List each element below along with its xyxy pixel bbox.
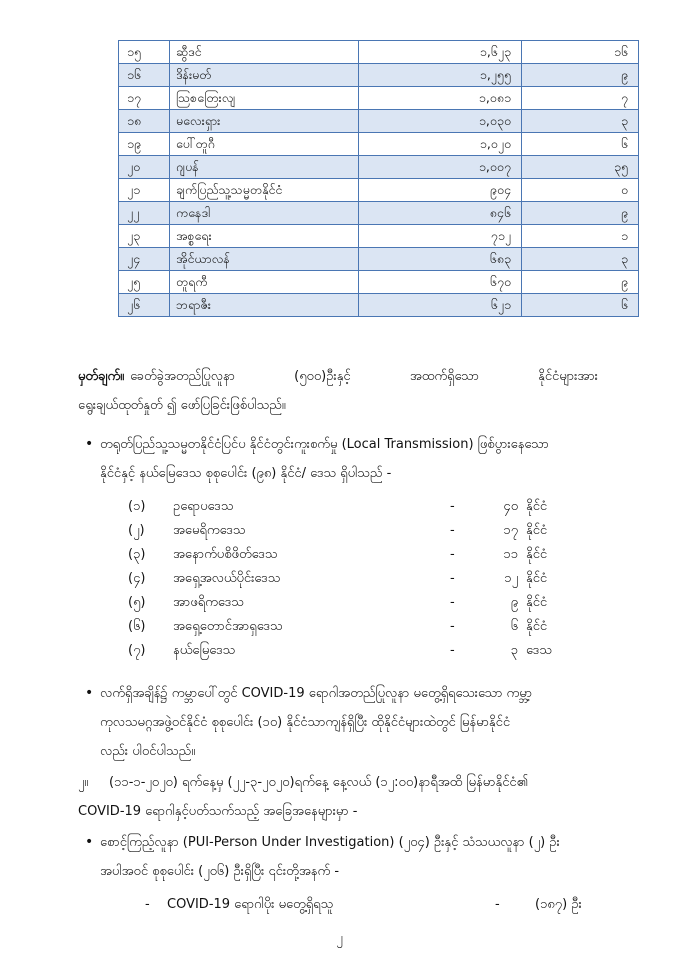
table-row [119, 64, 639, 87]
bullet-line: နိုင်ငံနှင့် နယ်မြေဒေသ စုစုပေါင်း (၉၈) နိုင်ငံ/ ဒေသ ရှိပါသည် - [100, 466, 392, 481]
row-number: ၁၇ [119, 87, 170, 110]
total-cases: ၆၂၁ [359, 294, 522, 317]
region-name: အနောက်ပစိဖိတ်ဒေသ [173, 547, 278, 562]
region-number: (၄) [128, 571, 146, 586]
bullet-unaffected-countries [85, 679, 600, 766]
note-line-1 [78, 362, 598, 391]
total-cases: ၆၇၀ [359, 271, 522, 294]
note-word: ခေတ်ခွဲအတည်ပြုလူနာ [130, 369, 235, 384]
dash: - [450, 571, 455, 586]
country-name: ဘရာဇီး [170, 294, 359, 317]
dash: - [450, 547, 455, 562]
section-text: (၁၁-၁-၂၀၂၀) ရက်နေ့မှ (၂၂-၃-၂၀၂၀)ရက်နေ့ နေ့လယ် (၁၂:၀၀)နာရီအထိ မြန်မာနိုင်ငံ၏ [109, 775, 529, 790]
region-unit: နိုင်ငံ [526, 547, 548, 562]
dash: - [495, 897, 500, 912]
region-count: ၉ [510, 595, 518, 610]
sub-item-text: COVID-19 ရောဂါပိုး မတွေ့ရှိရသူ [167, 897, 334, 912]
region-item [128, 543, 548, 567]
deaths: ၉ [522, 64, 639, 87]
region-number: (၁) [128, 499, 146, 514]
page-number: ၂ [336, 931, 343, 946]
country-name: အိုင်ယာလန် [170, 248, 359, 271]
row-number: ၁၆ [119, 64, 170, 87]
region-number: (၃) [128, 547, 146, 562]
region-unit: နိုင်ငံ [526, 619, 548, 634]
region-name: အာဖရိကဒေသ [173, 595, 244, 610]
region-item [128, 519, 548, 543]
section-2 [78, 768, 600, 826]
region-number: (၂) [128, 523, 145, 538]
sub-item-negative [145, 893, 595, 917]
deaths: ၁ [522, 225, 639, 248]
bullet-line: စောင့်ကြည့်လူနာ (PUI-Person Under Investigation) (၂၀၄) ဦးနှင့် သံသယလူနာ (၂) ဦး [100, 835, 560, 850]
country-name: ပေါ်တူဂီ [170, 133, 359, 156]
total-cases: ၁,၀၈၁ [359, 87, 522, 110]
note-paragraph [78, 362, 598, 420]
note-line-2: ရွေးချယ်ထုတ်နှုတ် ၍ ဖော်ပြခြင်းဖြစ်ပါသည်။ [78, 398, 286, 413]
region-count: ၆ [510, 619, 518, 634]
row-number: ၁၈ [119, 110, 170, 133]
country-name: မလေးရှား [170, 110, 359, 133]
deaths: ၆ [522, 133, 639, 156]
deaths: ၆ [522, 294, 639, 317]
region-item [128, 495, 548, 519]
country-name: ချက်ပြည်သူ့သမ္မတနိုင်ငံ [170, 179, 359, 202]
total-cases: ၁,၀၃၀ [359, 110, 522, 133]
region-count: ၄၀ [503, 499, 518, 514]
table-row [119, 110, 639, 133]
bullet-line: အပါအဝင် စုစုပေါင်း (၂၀၆) ဦးရှိပြီး ၎င်းတို့အနက် - [100, 864, 340, 879]
row-number: ၂၀ [119, 156, 170, 179]
bullet-line: လက်ရှိအချိန်၌ ကမ္ဘာပေါ်တွင် COVID-19 ရောဂါအတည်ပြုလူနာ မတွေ့ရှိရသေးသော ကမ္ဘာ့ [100, 686, 533, 701]
region-unit: နိုင်ငံ [526, 499, 548, 514]
row-number: ၂၆ [119, 294, 170, 317]
deaths: ၁၆ [522, 41, 639, 64]
region-number: (၆) [128, 619, 146, 634]
deaths: ၉ [522, 202, 639, 225]
section-2-line-1 [78, 768, 600, 797]
region-item [128, 615, 548, 639]
region-name: နယ်မြေဒေသ [173, 643, 236, 658]
country-name: ကနေဒါ [170, 202, 359, 225]
total-cases: ၁,၂၅၅ [359, 64, 522, 87]
country-name: တူရကီ [170, 271, 359, 294]
row-number: ၂၂ [119, 202, 170, 225]
note-word: နိုင်ငံများအား [538, 369, 598, 384]
deaths: ၃ [522, 248, 639, 271]
region-item [128, 567, 548, 591]
bullet-line: တရုတ်ပြည်သူ့သမ္မတနိုင်ငံပြင်ပ နိုင်ငံတွင်းကူးစက်မှု (Local Transmission) ဖြစ်ပွားနေသော [100, 437, 549, 452]
deaths: ၃၅ [522, 156, 639, 179]
note-word: (၅၀၀)ဦးနှင့် [294, 369, 351, 384]
bullet-icon: • [85, 834, 94, 850]
table-row [119, 87, 639, 110]
bullet-line: ကုလသမဂ္ဂအဖွဲ့ဝင်နိုင်ငံ စုစုပေါင်း (၁၀) နိုင်ငံသာကျန်ရှိပြီး ထိုနိုင်ငံများထဲတွင် မြန်မာနိုင်ငံ [100, 715, 511, 730]
country-name: ဩစတြေးလျ [170, 87, 359, 110]
table-row [119, 41, 639, 64]
region-item [128, 591, 548, 615]
row-number: ၁၉ [119, 133, 170, 156]
dash: - [450, 619, 455, 634]
dash: - [145, 897, 150, 912]
deaths: ၀ [522, 179, 639, 202]
row-number: ၁၅ [119, 41, 170, 64]
dash: - [450, 523, 455, 538]
dash: - [450, 595, 455, 610]
total-cases: ၈၄၆ [359, 202, 522, 225]
bullet-icon: • [85, 436, 94, 452]
total-cases: ၁,၆၂၃ [359, 41, 522, 64]
region-number: (၅) [128, 595, 146, 610]
deaths: ၇ [522, 87, 639, 110]
deaths: ၉ [522, 271, 639, 294]
region-count: ၃ [510, 643, 518, 658]
table-row [119, 248, 639, 271]
row-number: ၂၄ [119, 248, 170, 271]
region-unit: နိုင်ငံ [526, 523, 548, 538]
region-name: အရှေ့အလယ်ပိုင်းဒေသ [173, 571, 281, 586]
region-name: အရှေ့တောင်အာရှဒေသ [173, 619, 283, 634]
region-count: ၁၁ [503, 547, 518, 562]
row-number: ၂၃ [119, 225, 170, 248]
row-number: ၂၁ [119, 179, 170, 202]
region-count: ၁၂ [504, 571, 518, 586]
bullet-icon: • [85, 685, 94, 701]
region-unit: နိုင်ငံ [526, 595, 548, 610]
dash: - [450, 499, 455, 514]
country-name: ဆွီဒင် [170, 41, 359, 64]
table-row [119, 271, 639, 294]
country-name: ဂျပန် [170, 156, 359, 179]
deaths: ၃ [522, 110, 639, 133]
country-cases-table [118, 40, 639, 317]
region-unit: ဒေသ [526, 643, 552, 658]
table-row [119, 202, 639, 225]
section-2-line-2: COVID-19 ရောဂါနှင့်ပတ်သက်သည့် အခြေအနေများမှာ - [78, 804, 358, 819]
region-list [128, 495, 552, 663]
bullet-local-transmission [85, 430, 600, 488]
total-cases: ၁,၀၂၀ [359, 133, 522, 156]
region-unit: နိုင်ငံ [526, 571, 548, 586]
table-row [119, 294, 639, 317]
dash: - [450, 643, 455, 658]
total-cases: ၉၀၄ [359, 179, 522, 202]
region-name: ဥရောပဒေသ [173, 499, 234, 514]
region-item [128, 639, 552, 663]
country-name: ဒိန်းမတ် [170, 64, 359, 87]
table-row [119, 156, 639, 179]
region-count: ၁၇ [503, 523, 518, 538]
region-name: အမေရိကဒေသ [173, 523, 246, 538]
region-number: (၇) [128, 643, 146, 658]
bullet-pui [85, 828, 600, 886]
total-cases: ၁,၀၀၇ [359, 156, 522, 179]
table-body [119, 41, 639, 317]
table-row [119, 225, 639, 248]
sub-item-value: (၁၈၇) ဦး [535, 897, 582, 912]
country-name: အစ္စရေး [170, 225, 359, 248]
note-word: အထက်ရှိသော [409, 369, 479, 384]
total-cases: ၆၈၃ [359, 248, 522, 271]
row-number: ၂၅ [119, 271, 170, 294]
table-row [119, 133, 639, 156]
section-number: ၂။ [78, 775, 89, 790]
note-heading: မှတ်ချက်။ [78, 369, 125, 384]
bullet-line: လည်း ပါဝင်ပါသည်။ [100, 744, 196, 759]
table-row [119, 179, 639, 202]
total-cases: ၇၁၂ [359, 225, 522, 248]
